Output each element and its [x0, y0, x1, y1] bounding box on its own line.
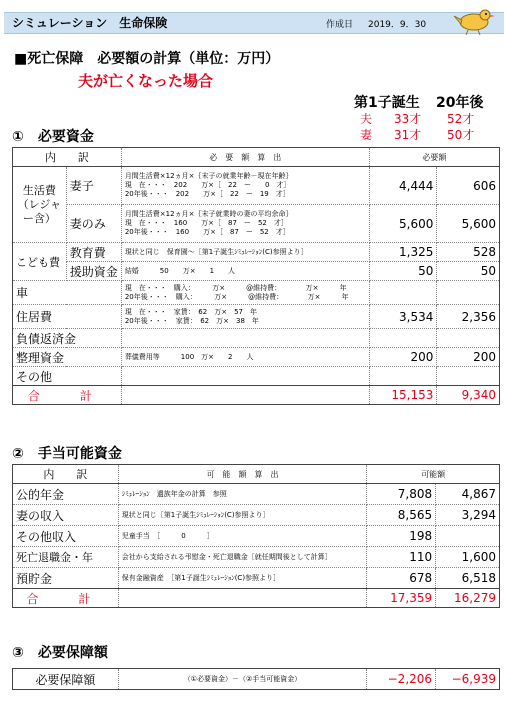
other-now [369, 367, 437, 386]
housing-calc [121, 305, 369, 329]
header-title: シミュレーション 生命保険 [12, 16, 168, 30]
age-now-2: 31才 [394, 128, 422, 142]
calc-line: 現 在・・・ 202 万×［ 22 ー 0 才］ [124, 181, 291, 189]
car-label: 車 [13, 281, 122, 305]
table-row [13, 367, 500, 386]
children-cost-label: こども費 [13, 243, 67, 281]
header-breakdown: 内 訳 [13, 148, 122, 167]
header-breakdown: 内 訳 [13, 465, 119, 484]
coverage-label: 必要保障額 [13, 669, 119, 690]
housing-now: 3,534 [369, 305, 437, 329]
header-amount: 必要額 [369, 148, 499, 167]
col-event-header: 第1子誕生 [354, 95, 420, 111]
table-row [13, 305, 500, 329]
other-income-now: 198 [367, 526, 436, 547]
pension-now: 7,808 [367, 484, 436, 505]
header-amount: 可能額 [367, 465, 500, 484]
total-row [13, 386, 500, 405]
total-later: 9,340 [437, 386, 500, 405]
age-later-1: 52才 [447, 112, 475, 126]
debt-calc [121, 329, 369, 348]
pension-later: 4,867 [436, 484, 500, 505]
date-label: 作成日 [326, 20, 354, 30]
age-who-2: 妻 [360, 128, 373, 142]
calc-line: 20年後・・・ 160 万×［ 87 ー 52 才］ [124, 228, 290, 236]
calc-line: 現 在・・・ 家賃： 62 万× 57 年 [124, 307, 257, 316]
calc-line: 20年後・・・ 購入： 万× @維持費： 万× 年 [124, 292, 349, 301]
debt-later [437, 329, 500, 348]
wife-income-label: 妻の収入 [13, 505, 119, 526]
support-label: 援助資金 [66, 262, 121, 281]
calc-line: 20年後・・・ 家賃： 62 万× 38 年 [124, 316, 259, 325]
car-calc [121, 281, 369, 305]
wife-only-label: 妻のみ [66, 205, 121, 243]
retirement-now: 110 [367, 547, 436, 568]
total-row [13, 589, 500, 608]
page-header [4, 4, 504, 38]
support-later: 50 [437, 262, 500, 281]
education-later: 528 [437, 243, 500, 262]
section3-title: ③ 必要保障額 [12, 645, 108, 661]
wife-only-calc [121, 205, 369, 243]
other-income-later [436, 526, 500, 547]
table-row [13, 262, 500, 281]
retirement-later: 1,600 [436, 547, 500, 568]
table-row [13, 205, 500, 243]
age-later-2: 50才 [447, 128, 475, 142]
total-label: 合 計 [13, 386, 122, 405]
total-calc-empty [121, 386, 369, 405]
other-income-calc: 児童手当 ［ 0 ］ [118, 526, 367, 547]
total-later: 16,279 [436, 589, 500, 608]
education-calc: 現状と同じ 保育園～［第1子誕生ｼﾐｭﾚｰｼｮﾝ(C)参照より］ [121, 243, 369, 262]
section2-title: ② 手当可能資金 [12, 446, 122, 462]
col-later-header: 20年後 [436, 95, 484, 111]
header-calc: 可 能 額 算 出 [118, 465, 367, 484]
wife-child-calc [121, 167, 369, 205]
housing-later: 2,356 [437, 305, 500, 329]
header-calc: 必 要 額 算 出 [121, 148, 369, 167]
table-row [13, 505, 500, 526]
table-header-row [13, 465, 500, 484]
available-funds-table [12, 464, 500, 608]
wife-income-later: 3,294 [436, 505, 500, 526]
table-row [13, 484, 500, 505]
education-label: 教育費 [66, 243, 121, 262]
support-calc: 結婚 50 万× 1 人 [121, 262, 369, 281]
total-label: 合 計 [13, 589, 119, 608]
table-row [13, 568, 500, 589]
wife-child-now: 4,444 [369, 167, 437, 205]
table-row [13, 526, 500, 547]
other-calc [121, 367, 369, 386]
other-income-label: その他収入 [13, 526, 119, 547]
coverage-later: −6,939 [436, 669, 500, 690]
retirement-calc: 会社から支給される弔慰金・死亡退職金［就任期間後として計算］ [118, 547, 367, 568]
wife-only-now: 5,600 [369, 205, 437, 243]
arrange-label: 整理資金 [13, 348, 122, 367]
arrange-now: 200 [369, 348, 437, 367]
arrange-later: 200 [437, 348, 500, 367]
pension-calc: ｼﾐｭﾚｰｼｮﾝ 遺族年金の計算 参照 [118, 484, 367, 505]
date-value: 2019．9．30 [368, 20, 427, 30]
total-now: 15,153 [369, 386, 437, 405]
savings-label: 預貯金 [13, 568, 119, 589]
wife-only-later: 5,600 [437, 205, 500, 243]
total-now: 17,359 [367, 589, 436, 608]
car-later [437, 281, 500, 305]
arrange-calc: 葬儀費用等 100 万× 2 人 [121, 348, 369, 367]
calc-line: 月間生活費×12ヵ月×｛末子就業時の妻の平均余命｝ [124, 210, 293, 218]
wife-income-now: 8,565 [367, 505, 436, 526]
calc-line: 現 在・・・ 160 万×［ 87 ー 52 才］ [124, 219, 288, 227]
calc-line: 月間生活費×12ヵ月×｛末子の就業年齢－現在年齢｝ [124, 172, 293, 180]
subtitle: 夫が亡くなった場合 [78, 72, 214, 90]
wife-child-label: 妻子 [66, 167, 121, 205]
debt-now [369, 329, 437, 348]
bird-logo-icon [452, 4, 496, 36]
calc-line: 20年後・・・ 202 万×［ 22 ー 19 才］ [124, 190, 290, 198]
calc-line: 現 在・・・ 購入： 万× @維持費： 万× 年 [124, 283, 347, 292]
other-label: その他 [13, 367, 122, 386]
support-now: 50 [369, 262, 437, 281]
table-row [13, 329, 500, 348]
table-row [13, 547, 500, 568]
coverage-calc: （①必要資金）－（②手当可能資金） [118, 669, 366, 690]
wife-child-later: 606 [437, 167, 500, 205]
age-now-1: 33才 [394, 112, 422, 126]
education-now: 1,325 [369, 243, 437, 262]
savings-later: 6,518 [436, 568, 500, 589]
other-later [437, 367, 500, 386]
housing-label: 住居費 [13, 305, 122, 329]
debt-label: 負債返済金 [13, 329, 122, 348]
car-now [369, 281, 437, 305]
table-row [13, 243, 500, 262]
table-row [13, 348, 500, 367]
pension-label: 公的年金 [13, 484, 119, 505]
table-row [13, 167, 500, 205]
required-coverage-table [12, 668, 500, 690]
total-calc-empty [118, 589, 367, 608]
wife-income-calc: 現状と同じ［第1子誕生ｼﾐｭﾚｰｼｮﾝ(C)参照より］ [118, 505, 367, 526]
savings-now: 678 [367, 568, 436, 589]
required-funds-table [12, 147, 500, 405]
coverage-row [13, 669, 500, 690]
coverage-now: −2,206 [367, 669, 436, 690]
section1-title: ① 必要資金 [12, 129, 94, 145]
age-who-1: 夫 [360, 112, 373, 126]
savings-calc: 保有金融資産 ［第1子誕生ｼﾐｭﾚｰｼｮﾝ(C)参照より］ [118, 568, 367, 589]
table-header-row [13, 148, 500, 167]
retirement-label: 死亡退職金・年 [13, 547, 119, 568]
table-row [13, 281, 500, 305]
main-title: ■死亡保障 必要額の計算（単位：万円） [14, 51, 280, 67]
living-cost-label: 生活費（レジャー含） [13, 167, 67, 243]
